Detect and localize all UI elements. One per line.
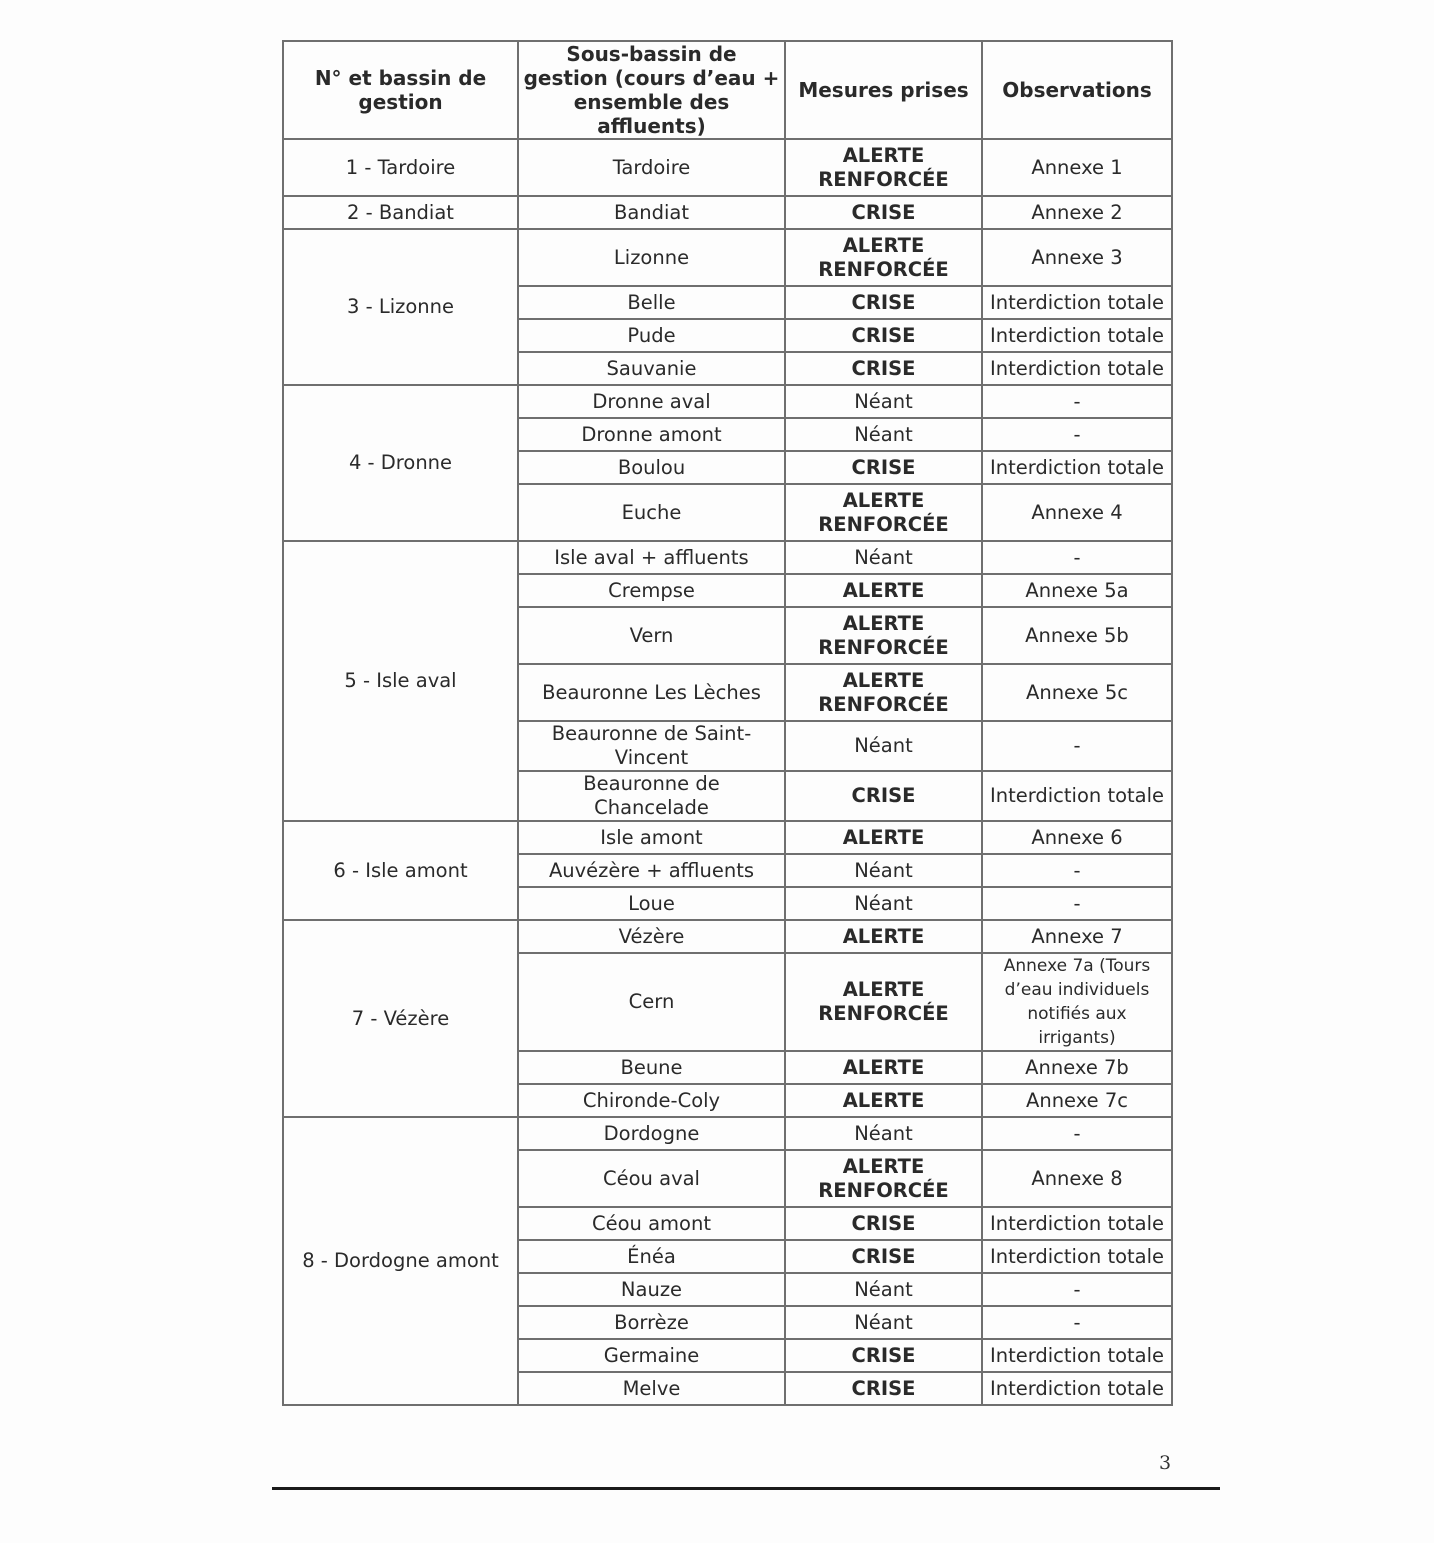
- header-mesures: Mesures prises: [785, 41, 982, 139]
- observation-cell: Interdiction totale: [982, 286, 1172, 319]
- sous-bassin-cell: Tardoire: [518, 139, 785, 196]
- mesure-cell: ALERTE RENFORCÉE: [785, 953, 982, 1051]
- sous-bassin-cell: Chironde-Coly: [518, 1084, 785, 1117]
- mesure-cell: ALERTE: [785, 1051, 982, 1084]
- mesure-cell: Néant: [785, 1306, 982, 1339]
- observation-cell: Interdiction totale: [982, 352, 1172, 385]
- observation-cell: Interdiction totale: [982, 1372, 1172, 1405]
- sous-bassin-cell: Pude: [518, 319, 785, 352]
- table-row: [283, 385, 1172, 418]
- bassin-cell: 6 - Isle amont: [283, 821, 518, 920]
- observation-cell: Annexe 7b: [982, 1051, 1172, 1084]
- mesure-cell: Néant: [785, 385, 982, 418]
- observation-cell: Interdiction totale: [982, 1207, 1172, 1240]
- mesure-cell: Néant: [785, 887, 982, 920]
- sous-bassin-cell: Boulou: [518, 451, 785, 484]
- observation-cell: Annexe 7c: [982, 1084, 1172, 1117]
- mesure-cell: Néant: [785, 418, 982, 451]
- sous-bassin-cell: Beauronne Les Lèches: [518, 664, 785, 721]
- observation-cell: -: [982, 721, 1172, 771]
- mesure-cell: Néant: [785, 1273, 982, 1306]
- mesure-cell: CRISE: [785, 1339, 982, 1372]
- sous-bassin-cell: Belle: [518, 286, 785, 319]
- mesure-cell: CRISE: [785, 286, 982, 319]
- sous-bassin-cell: Borrèze: [518, 1306, 785, 1339]
- sous-bassin-cell: Loue: [518, 887, 785, 920]
- sous-bassin-cell: Cern: [518, 953, 785, 1051]
- sous-bassin-cell: Crempse: [518, 574, 785, 607]
- mesure-cell: ALERTE RENFORCÉE: [785, 664, 982, 721]
- bassin-cell: 8 - Dordogne amont: [283, 1117, 518, 1405]
- bassin-cell: 2 - Bandiat: [283, 196, 518, 229]
- sous-bassin-cell: Auvézère + affluents: [518, 854, 785, 887]
- mesure-cell: ALERTE RENFORCÉE: [785, 484, 982, 541]
- observation-cell: Annexe 2: [982, 196, 1172, 229]
- sous-bassin-cell: Isle amont: [518, 821, 785, 854]
- bassin-cell: 3 - Lizonne: [283, 229, 518, 385]
- sous-bassin-cell: Énéa: [518, 1240, 785, 1273]
- table-row: [283, 541, 1172, 574]
- table-header-row: [283, 41, 1172, 139]
- mesure-cell: CRISE: [785, 451, 982, 484]
- bassin-cell: 5 - Isle aval: [283, 541, 518, 821]
- observation-cell: Interdiction totale: [982, 451, 1172, 484]
- observation-cell: Annexe 3: [982, 229, 1172, 286]
- sous-bassin-cell: Isle aval + affluents: [518, 541, 785, 574]
- mesure-cell: CRISE: [785, 1240, 982, 1273]
- observation-cell: Interdiction totale: [982, 771, 1172, 821]
- mesure-cell: ALERTE: [785, 1084, 982, 1117]
- table-row: [283, 229, 1172, 286]
- page-number: 3: [1158, 1452, 1172, 1474]
- sous-bassin-cell: Beune: [518, 1051, 785, 1084]
- table-row: [283, 196, 1172, 229]
- sous-bassin-cell: Melve: [518, 1372, 785, 1405]
- sous-bassin-cell: Céou amont: [518, 1207, 785, 1240]
- sous-bassin-cell: Dronne amont: [518, 418, 785, 451]
- sous-bassin-cell: Vern: [518, 607, 785, 664]
- table-row: [283, 139, 1172, 196]
- mesure-cell: CRISE: [785, 1372, 982, 1405]
- bassin-cell: 4 - Dronne: [283, 385, 518, 541]
- bassin-cell: 7 - Vézère: [283, 920, 518, 1117]
- observation-cell: -: [982, 385, 1172, 418]
- sous-bassin-cell: Vézère: [518, 920, 785, 953]
- observation-cell: -: [982, 541, 1172, 574]
- mesure-cell: ALERTE: [785, 920, 982, 953]
- mesure-cell: CRISE: [785, 771, 982, 821]
- mesure-cell: Néant: [785, 721, 982, 771]
- mesure-cell: CRISE: [785, 319, 982, 352]
- mesure-cell: ALERTE RENFORCÉE: [785, 1150, 982, 1207]
- mesure-cell: ALERTE RENFORCÉE: [785, 607, 982, 664]
- sous-bassin-cell: Céou aval: [518, 1150, 785, 1207]
- observation-cell: Annexe 7: [982, 920, 1172, 953]
- mesure-cell: CRISE: [785, 196, 982, 229]
- observation-cell: Annexe 4: [982, 484, 1172, 541]
- sous-bassin-cell: Beauronne de Chancelade: [518, 771, 785, 821]
- sous-bassin-cell: Lizonne: [518, 229, 785, 286]
- observation-cell: -: [982, 1117, 1172, 1150]
- observation-cell: Annexe 5b: [982, 607, 1172, 664]
- mesure-cell: ALERTE: [785, 821, 982, 854]
- sous-bassin-cell: Beauronne de Saint-Vincent: [518, 721, 785, 771]
- observation-cell: -: [982, 854, 1172, 887]
- mesure-cell: Néant: [785, 541, 982, 574]
- mesure-cell: ALERTE: [785, 574, 982, 607]
- bassin-cell: 1 - Tardoire: [283, 139, 518, 196]
- header-sous-bassin: Sous-bassin de gestion (cours d’eau + ensemble des affluents): [518, 41, 785, 139]
- observation-cell: -: [982, 418, 1172, 451]
- observation-cell: Annexe 1: [982, 139, 1172, 196]
- mesure-cell: Néant: [785, 1117, 982, 1150]
- observation-cell: -: [982, 1273, 1172, 1306]
- header-bassin: N° et bassin de gestion: [283, 41, 518, 139]
- sous-bassin-cell: Germaine: [518, 1339, 785, 1372]
- measures-table: [282, 40, 1173, 1406]
- observation-cell: -: [982, 1306, 1172, 1339]
- observation-cell: Annexe 6: [982, 821, 1172, 854]
- table-row: [283, 1117, 1172, 1150]
- observation-cell: Annexe 7a (Tours d’eau individuels notifiés aux irrigants): [982, 953, 1172, 1051]
- observation-cell: Interdiction totale: [982, 1240, 1172, 1273]
- header-observations: Observations: [982, 41, 1172, 139]
- footer-divider: [272, 1487, 1220, 1490]
- mesure-cell: ALERTE RENFORCÉE: [785, 229, 982, 286]
- sous-bassin-cell: Dronne aval: [518, 385, 785, 418]
- mesure-cell: Néant: [785, 854, 982, 887]
- table-row: [283, 821, 1172, 854]
- mesure-cell: ALERTE RENFORCÉE: [785, 139, 982, 196]
- observation-cell: Interdiction totale: [982, 319, 1172, 352]
- sous-bassin-cell: Bandiat: [518, 196, 785, 229]
- observation-cell: Annexe 5a: [982, 574, 1172, 607]
- observation-cell: Interdiction totale: [982, 1339, 1172, 1372]
- sous-bassin-cell: Sauvanie: [518, 352, 785, 385]
- observation-cell: Annexe 5c: [982, 664, 1172, 721]
- mesure-cell: CRISE: [785, 1207, 982, 1240]
- mesure-cell: CRISE: [785, 352, 982, 385]
- observation-cell: -: [982, 887, 1172, 920]
- observation-cell: Annexe 8: [982, 1150, 1172, 1207]
- sous-bassin-cell: Dordogne: [518, 1117, 785, 1150]
- sous-bassin-cell: Euche: [518, 484, 785, 541]
- sous-bassin-cell: Nauze: [518, 1273, 785, 1306]
- table-row: [283, 920, 1172, 953]
